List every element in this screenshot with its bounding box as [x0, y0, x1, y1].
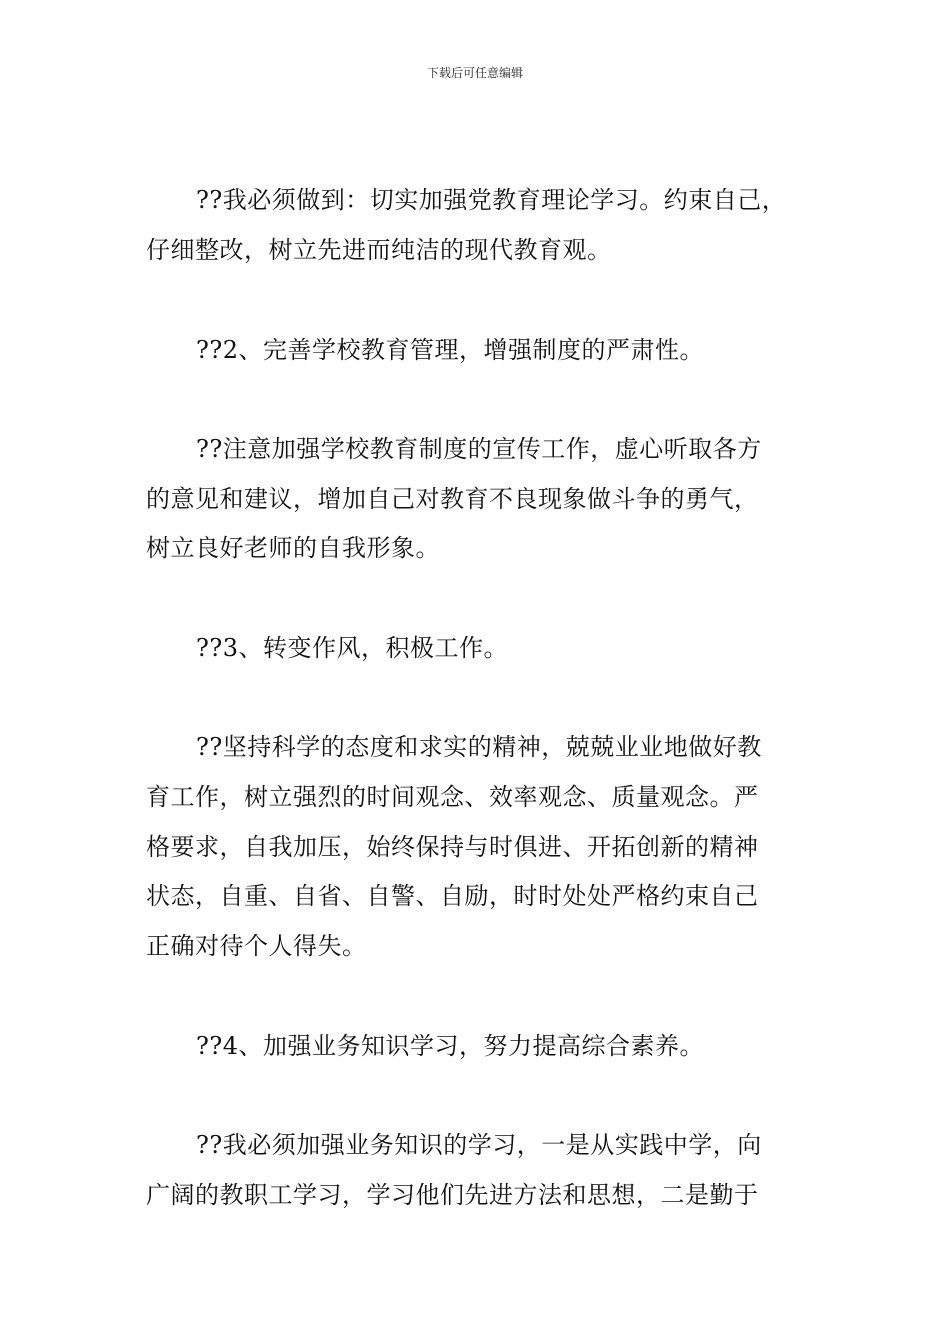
- page-header: 下载后可任意编辑: [426, 66, 523, 80]
- paragraph-7-line-2: 广阔的教职工学习，学习他们先进方法和思想，二是勤于: [146, 1181, 759, 1209]
- paragraph-3-line-3: 树立良好老师的自我形象。: [146, 534, 440, 562]
- paragraph-6-line-1: ??4、加强业务知识学习，努力提高综合素养。: [196, 1032, 705, 1060]
- paragraph-5-line-5: 正确对待个人得失。: [146, 932, 367, 960]
- paragraph-3-line-1: ??注意加强学校教育制度的宣传工作，虚心听取各方: [196, 435, 762, 463]
- paragraph-2-line-1: ??2、完善学校教育管理，增强制度的严肃性。: [196, 336, 705, 364]
- paragraph-5-line-4: 状态，自重、自省、自警、自励，时时处处严格约束自己: [146, 882, 759, 910]
- paragraph-3-line-2: 的意见和建议，增加自己对教育不良现象做斗争的勇气，: [146, 485, 759, 513]
- paragraph-1-line-2: 仔细整改，树立先进而纯洁的现代教育观。: [146, 236, 612, 264]
- paragraph-5-line-1: ??坚持科学的态度和求实的精神，兢兢业业地做好教: [196, 733, 762, 761]
- paragraph-1-line-1: ??我必须做到：切实加强党教育理论学习。约束自己，: [196, 186, 787, 214]
- paragraph-7-line-1: ??我必须加强业务知识的学习，一是从实践中学，向: [196, 1131, 762, 1159]
- paragraph-5-line-2: 育工作，树立强烈的时间观念、效率观念、质量观念。严: [146, 783, 759, 811]
- paragraph-4-line-1: ??3、转变作风，积极工作。: [196, 634, 509, 662]
- paragraph-5-line-3: 格要求，自我加压，始终保持与时俱进、开拓创新的精神: [146, 833, 759, 861]
